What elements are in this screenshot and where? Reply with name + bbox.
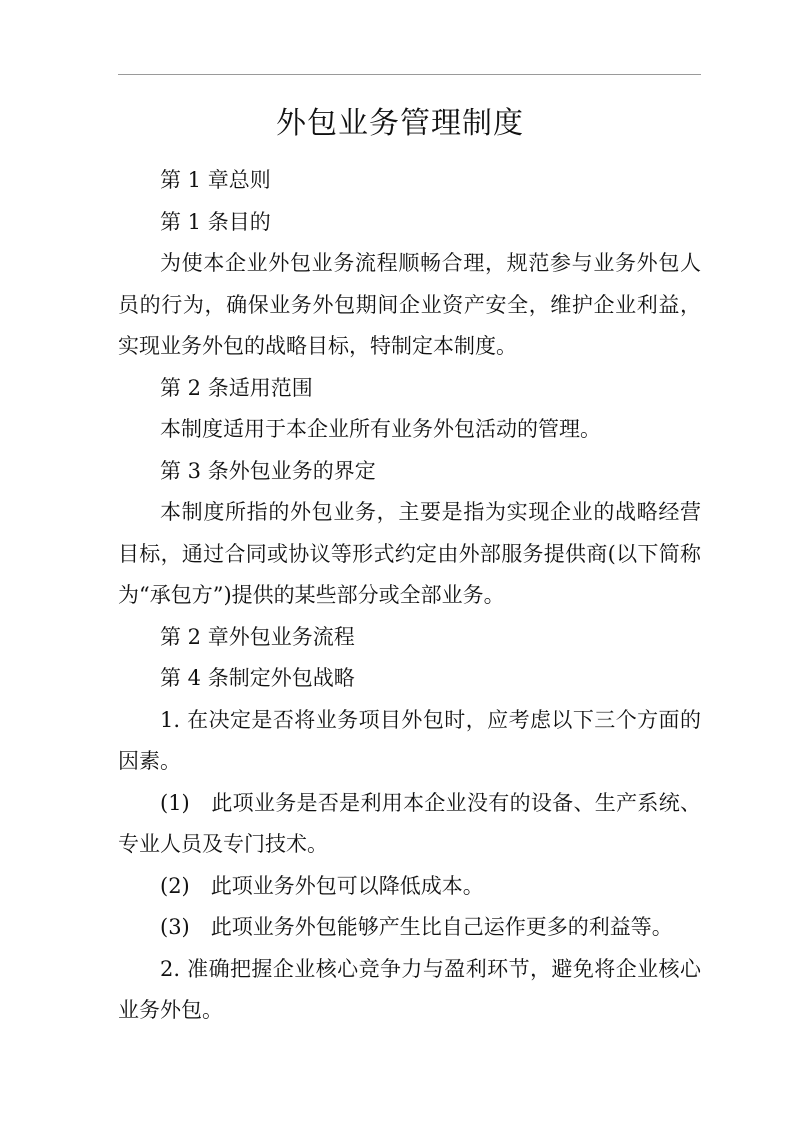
sub-list-item: (3) 此项业务外包能够产生比自己运作更多的利益等。 <box>160 915 673 939</box>
body-paragraph: 本制度适用于本企业所有业务外包活动的管理。 <box>160 417 601 441</box>
body-paragraph: 为使本企业外包业务流程顺畅合理，规范参与业务外包人员的行为，确保业务外包期间企业资产安全，维护企业利益，实现业务外包的战略目标，特制定本制度。 <box>118 251 701 358</box>
sub-list-item: (1) 此项业务是否是利用本企业没有的设备、生产系统、专业人员及专门技术。 <box>118 790 701 856</box>
chapter-heading: 第 1 章总则 <box>160 168 271 192</box>
document-body <box>118 160 701 1032</box>
article-heading: 第 3 条外包业务的界定 <box>160 458 376 483</box>
body-paragraph: 本制度所指的外包业务，主要是指为实现企业的战略经营目标，通过合同或协议等形式约定由外部服务提供商(以下简称为“承包方”)提供的某些部分或全部业务。 <box>118 500 701 607</box>
list-item: 1. 在决定是否将业务项目外包时，应考虑以下三个方面的因素。 <box>118 707 701 773</box>
article-heading: 第 4 条制定外包战略 <box>160 666 355 690</box>
document-title: 外包业务管理制度 <box>276 106 524 141</box>
sub-list-item: (2) 此项业务外包可以降低成本。 <box>160 873 484 898</box>
article-heading: 第 1 条目的 <box>160 209 271 234</box>
list-item: 2. 准确把握企业核心竞争力与盈利环节，避免将企业核心业务外包。 <box>118 956 701 1022</box>
header-rule <box>118 74 701 75</box>
article-heading: 第 2 条适用范围 <box>160 375 313 400</box>
chapter-heading: 第 2 章外包业务流程 <box>160 624 355 649</box>
